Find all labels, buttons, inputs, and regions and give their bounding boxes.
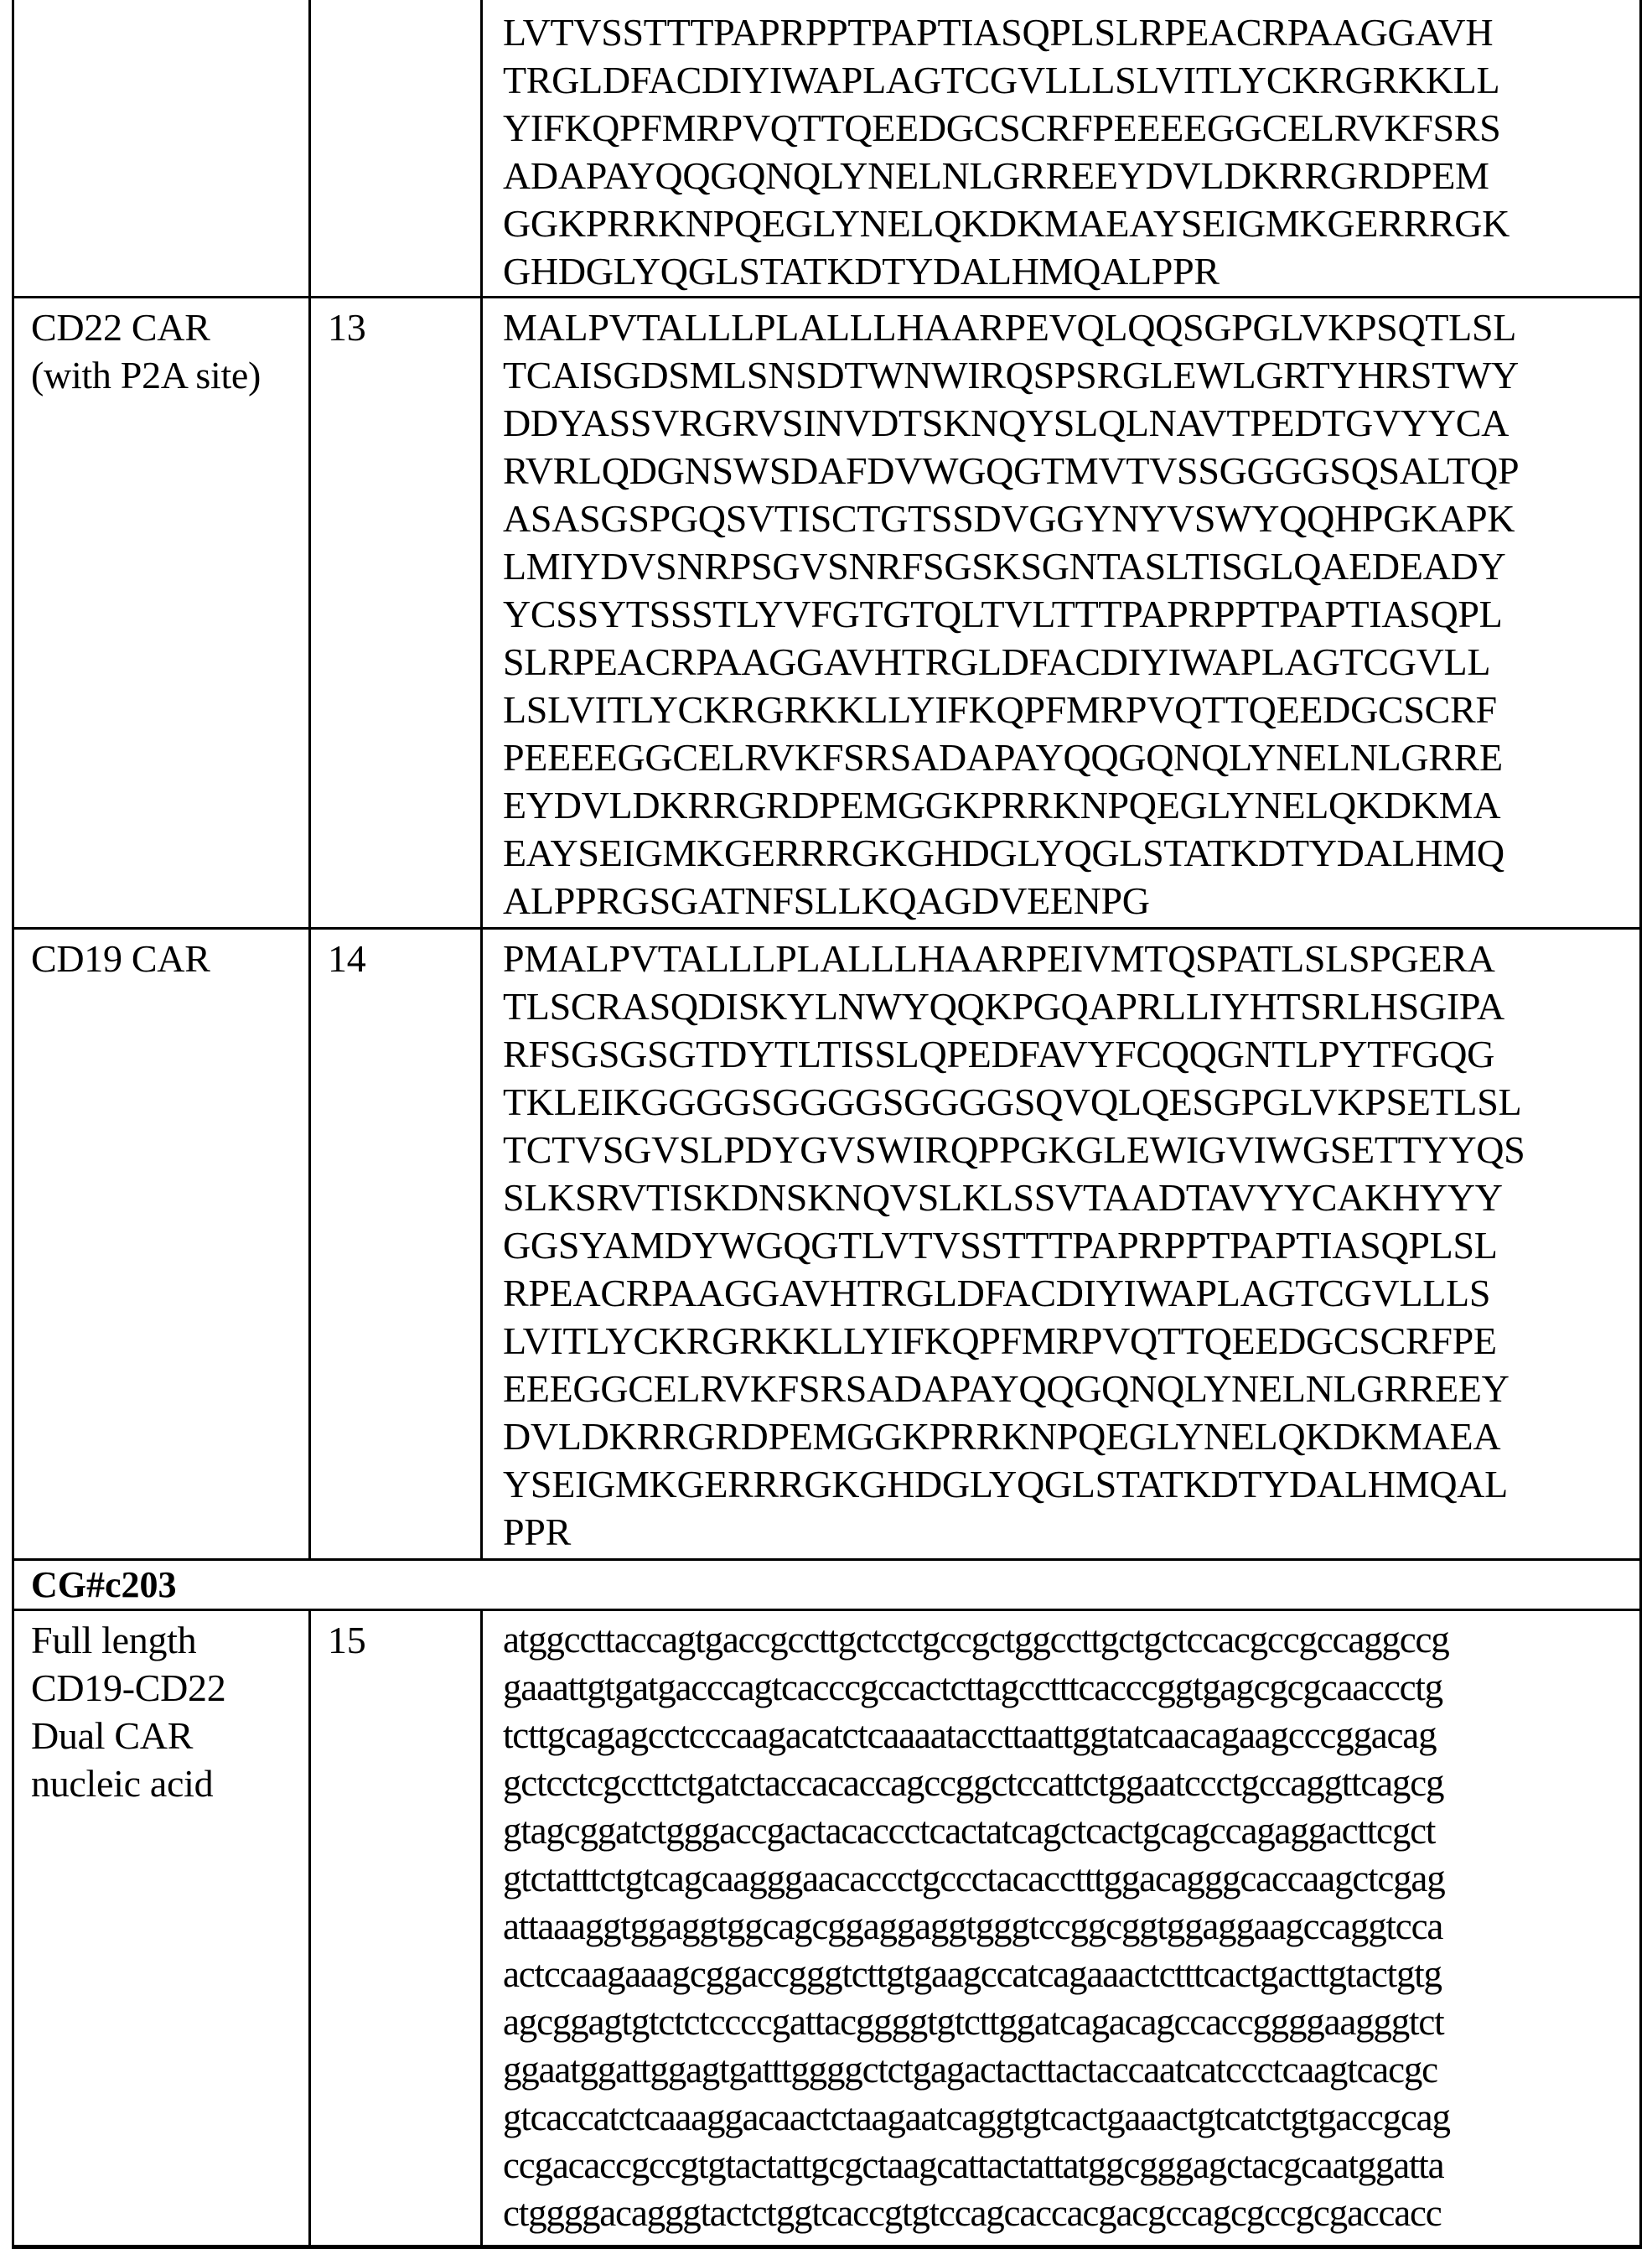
sequence-line: GGKPRRKNPQEGLYNELQKDKMAEAYSEIGMKGERRRGK bbox=[503, 200, 1639, 247]
sequence-line: attaaaggtggaggtggcagcggaggaggtgggtccggcggtggaggaagccaggtcca bbox=[503, 1903, 1639, 1951]
sequence-line: LVITLYCKRGRKKLLYIFKQPFMRPVQTTQEEDGCSCRFPE bbox=[503, 1317, 1639, 1365]
sequence-line: ctggggacagggtactctggtcaccgtgtccagcaccacgacgccagcgccgcgaccacc bbox=[503, 2189, 1639, 2237]
sequence-line: RPEACRPAAGGAVHTRGLDFACDIYIWAPLAGTCGVLLLS bbox=[503, 1269, 1639, 1317]
sequence-line: LMIYDVSNRPSGVSNRFSGSKSGNTASLTISGLQAEDEADY bbox=[503, 542, 1639, 590]
sequence-line: TCAISGDSMLSNSDTWNWIRQSPSRGLEWLGRTYHRSTWY bbox=[503, 351, 1639, 399]
section-header: CG#c203 bbox=[13, 1559, 1641, 1609]
sequence-line: gtagcggatctgggaccgactacaccctcactatcagctcactgcagccagaggacttcgct bbox=[503, 1807, 1639, 1855]
construct-name-cell bbox=[13, 297, 310, 928]
sequence-line: LSLVITLYCKRGRKKLLYIFKQPFMRPVQTTQEEDGCSCRF bbox=[503, 686, 1639, 733]
sequence-line: gaaattgtgatgacccagtcacccgccactcttagcctttcacccggtgagcgcgcaaccctg bbox=[503, 1664, 1639, 1712]
construct-name-cell bbox=[13, 0, 310, 297]
construct-name-line: Dual CAR bbox=[31, 1712, 308, 1759]
sequence-line: YSEIGMKGERRRGKGHDGLYQGLSTATKDTYDALHMQAL bbox=[503, 1460, 1639, 1508]
sequence-line: ccgacaccgccgtgtactattgcgctaagcattactattatggcgggagctacgcaatggatta bbox=[503, 2142, 1639, 2189]
seq-id-number: 14 bbox=[328, 935, 480, 982]
sequence-cell bbox=[482, 1609, 1641, 2246]
seq-id-cell bbox=[310, 1609, 482, 2246]
sequence-line: YCSSYTSSSTLYVFGTGTQLTVLTTTPAPRPPTPAPTIASQPL bbox=[503, 590, 1639, 638]
sequence-line: actccaagaaagcggaccgggtcttgtgaagccatcagaaactctttcactgacttgtactgtg bbox=[503, 1951, 1639, 1998]
sequence-line: PEEEEGGCELRVKFSRSADAPAYQQGQNQLYNELNLGRRE bbox=[503, 733, 1639, 781]
table-row bbox=[13, 1609, 1641, 2246]
sequence-cell bbox=[482, 928, 1641, 1559]
construct-name-line: CD22 CAR bbox=[31, 303, 308, 351]
table-row bbox=[13, 928, 1641, 1559]
sequence-line: MALPVTALLLPLALLLHAARPEVQLQQSGPGLVKPSQTLSL bbox=[503, 303, 1639, 351]
seq-id-cell bbox=[310, 0, 482, 297]
seq-id-number: 13 bbox=[328, 303, 480, 351]
sequence-line: TCTVSGVSLPDYGVSWIRQPPGKGLEWIGVIWGSETTYYQS bbox=[503, 1126, 1639, 1174]
sequence-line: TLSCRASQDISKYLNWYQQKPGQAPRLLIYHTSRLHSGIPA bbox=[503, 982, 1639, 1030]
sequence-line: YIFKQPFMRPVQTTQEEDGCSCRFPEEEEGGCELRVKFSRS bbox=[503, 104, 1639, 152]
sequence-line: EYDVLDKRRGRDPEMGGKPRRKNPQEGLYNELQKDKMA bbox=[503, 781, 1639, 829]
sequence-line: PPR bbox=[503, 1508, 1639, 1556]
sequence-table bbox=[12, 0, 1642, 2249]
construct-name-cell bbox=[13, 928, 310, 1559]
sequence-line: LVTVSSTTTPAPRPPTPAPTIASQPLSLRPEACRPAAGGAVH bbox=[503, 8, 1639, 56]
sequence-line: ggaatggattggagtgatttggggctctgagactacttactaccaatcatccctcaagtcacgc bbox=[503, 2046, 1639, 2094]
sequence-line: atggccttaccagtgaccgccttgctcctgccgctggccttgctgctccacgccgccaggccg bbox=[503, 1616, 1639, 1664]
construct-name-line: CD19 CAR bbox=[31, 935, 308, 982]
sequence-line: GHDGLYQGLSTATKDTYDALHMQALPPR bbox=[503, 247, 1639, 295]
sequence-line: agcggagtgtctctccccgattacggggtgtcttggatcagacagccaccggggaagggtct bbox=[503, 1998, 1639, 2046]
sequence-line: RVRLQDGNSWSDAFDVWGQGTMVTVSSGGGGSQSALTQP bbox=[503, 447, 1639, 495]
seq-id-cell bbox=[310, 297, 482, 928]
construct-name-cell bbox=[13, 1609, 310, 2246]
sequence-line: EEEGGCELRVKFSRSADAPAYQQGQNQLYNELNLGRREEY bbox=[503, 1365, 1639, 1412]
construct-name-line: CD19-CD22 bbox=[31, 1664, 308, 1712]
construct-name-line: nucleic acid bbox=[31, 1759, 308, 1807]
table-row bbox=[13, 297, 1641, 928]
sequence-line: DVLDKRRGRDPEMGGKPRRKNPQEGLYNELQKDKMAEA bbox=[503, 1412, 1639, 1460]
sequence-line: gtcaccatctcaaaggacaactctaagaatcaggtgtcactgaaactgtcatctgtgaccgcag bbox=[503, 2094, 1639, 2142]
sequence-line: ADAPAYQQGQNQLYNELNLGRREEYDVLDKRRGRDPEM bbox=[503, 152, 1639, 200]
sequence-line: gtctatttctgtcagcaagggaacaccctgccctacacctttggacagggcaccaagctcgag bbox=[503, 1855, 1639, 1903]
sequence-line: SLKSRVTISKDNSKNQVSLKLSSVTAADTAVYYCAKHYYY bbox=[503, 1174, 1639, 1221]
sequence-line: TKLEIKGGGGSGGGGSGGGGSQVQLQESGPGLVKPSETLSL bbox=[503, 1078, 1639, 1126]
seq-id-cell bbox=[310, 928, 482, 1559]
section-header-row bbox=[13, 1559, 1641, 1609]
table-row bbox=[13, 0, 1641, 297]
sequence-line: gctcctcgccttctgatctaccacaccagccggctccattctggaatccctgccaggttcagcg bbox=[503, 1759, 1639, 1807]
construct-name-line: Full length bbox=[31, 1616, 308, 1664]
seq-id-number: 15 bbox=[328, 1616, 480, 1664]
sequence-line: PMALPVTALLLPLALLLHAARPEIVMTQSPATLSLSPGERA bbox=[503, 935, 1639, 982]
sequence-cell bbox=[482, 0, 1641, 297]
sequence-line: SLRPEACRPAAGGAVHTRGLDFACDIYIWAPLAGTCGVLL bbox=[503, 638, 1639, 686]
sequence-line: EAYSEIGMKGERRRGKGHDGLYQGLSTATKDTYDALHMQ bbox=[503, 829, 1639, 877]
sequence-line: TRGLDFACDIYIWAPLAGTCGVLLLSLVITLYCKRGRKKLL bbox=[503, 56, 1639, 104]
sequence-line: GGSYAMDYWGQGTLVTVSSTTTPAPRPPTPAPTIASQPLSL bbox=[503, 1221, 1639, 1269]
sequence-line: ALPPRGSGATNFSLLKQAGDVEENPG bbox=[503, 877, 1639, 925]
sequence-line: RFSGSGSGTDYTLTISSLQPEDFAVYFCQQGNTLPYTFGQG bbox=[503, 1030, 1639, 1078]
sequence-line: tcttgcagagcctcccaagacatctcaaaataccttaattggtatcaacagaagcccggacag bbox=[503, 1712, 1639, 1759]
construct-name-line: (with P2A site) bbox=[31, 351, 308, 399]
sequence-line: DDYASSVRGRVSINVDTSKNQYSLQLNAVTPEDTGVYYCA bbox=[503, 399, 1639, 447]
sequence-cell bbox=[482, 297, 1641, 928]
sequence-line: ASASGSPGQSVTISCTGTSSDVGGYNYVSWYQQHPGKAPK bbox=[503, 495, 1639, 542]
